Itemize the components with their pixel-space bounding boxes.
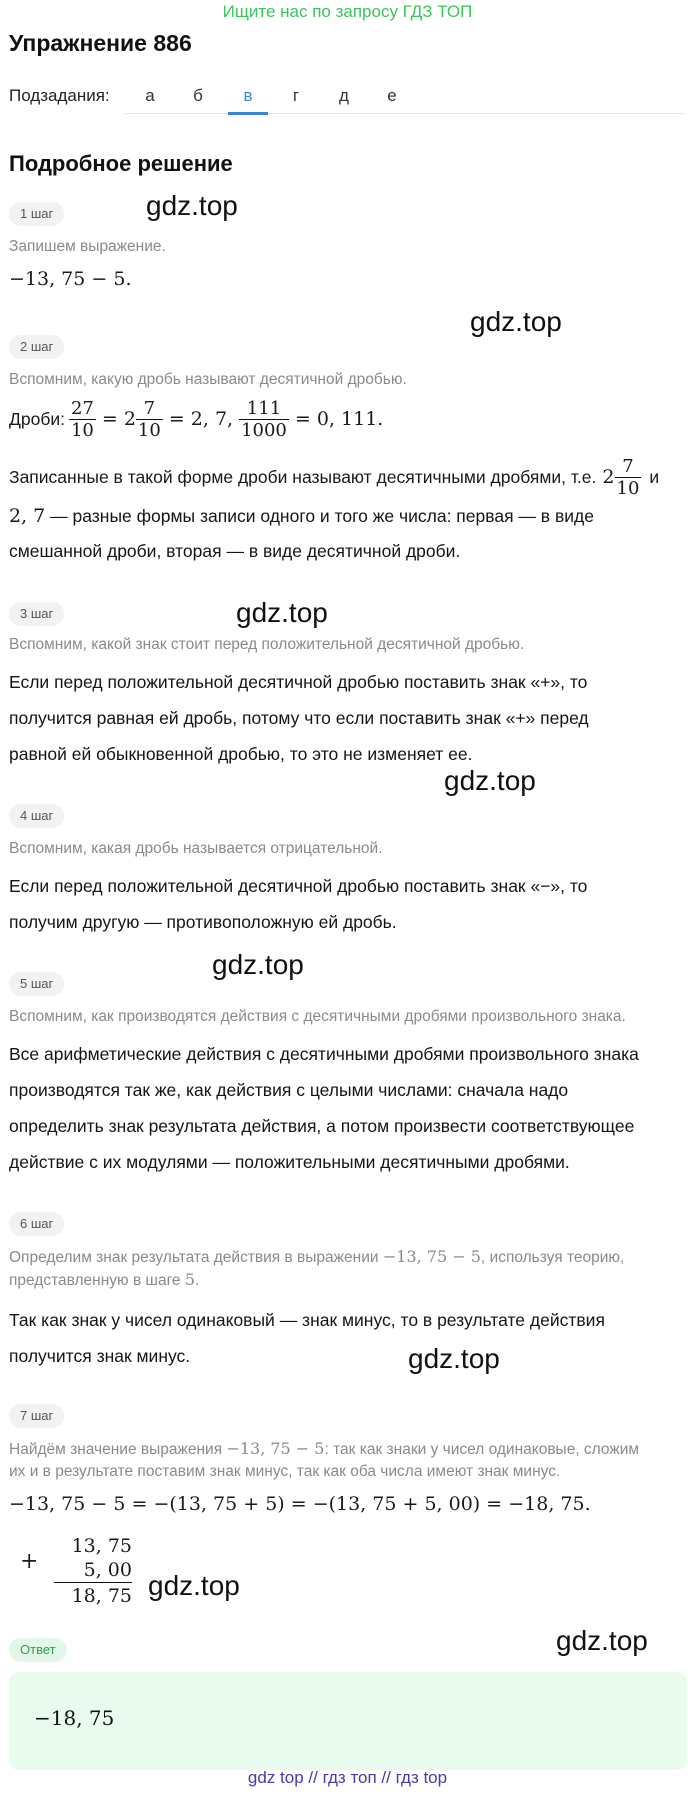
watermark: gdz.top bbox=[212, 949, 304, 980]
step-hint: Вспомним, какой знак стоит перед положительной десятичной дробью. bbox=[9, 636, 525, 653]
tab-a[interactable]: а bbox=[145, 86, 155, 105]
body-line bbox=[9, 498, 689, 534]
step-expression: −13, 75 − 5 = −(13, 75 + 5) = −(13, 75 + 5, 00) = −18, 75. bbox=[9, 1493, 591, 1515]
tab-b[interactable]: б bbox=[193, 86, 203, 105]
step-expression: −13, 75 − 5. bbox=[9, 268, 132, 290]
step-hint: Запишем выражение. bbox=[9, 238, 166, 255]
step-hint: Вспомним, как производятся действия с десятичными дробями произвольного знака. bbox=[9, 1008, 626, 1025]
body-line: получим другую — противоположную ей дробь. bbox=[9, 912, 397, 932]
body-line: получится равная ей дробь, потому что если поставить знак «+» перед bbox=[9, 708, 589, 728]
active-tab-indicator bbox=[228, 112, 268, 115]
tab-e[interactable]: е bbox=[387, 86, 397, 105]
step-hint: представленную в шаге 5. bbox=[9, 1270, 200, 1289]
watermark: gdz.top bbox=[146, 190, 238, 221]
answer-badge: Ответ bbox=[9, 1638, 67, 1662]
body-line: смешанной дроби, вторая — в виде десятичной дроби. bbox=[9, 541, 461, 561]
body-line: получится знак минус. bbox=[9, 1346, 191, 1366]
tab-v[interactable]: в bbox=[243, 86, 253, 105]
watermark: gdz.top bbox=[444, 765, 536, 796]
body-text: Записанные в такой форме дроби называют десятичными дробями, т.е. bbox=[9, 466, 597, 487]
sum-result: 18, 75 bbox=[71, 1585, 132, 1607]
step-hint: их и в результате поставим знак минус, так как оба числа имеют знак минус. bbox=[9, 1463, 561, 1480]
plus-sign: + bbox=[20, 1549, 39, 1574]
watermark: gdz.top bbox=[148, 1570, 240, 1601]
step-badge: 2 шаг bbox=[9, 335, 64, 359]
step-badge: 6 шаг bbox=[9, 1212, 64, 1236]
body-line: производятся так же, как действия с целыми числами: сначала надо bbox=[9, 1080, 569, 1100]
watermark: gdz.top bbox=[470, 306, 562, 337]
step-badge: 3 шаг bbox=[9, 602, 64, 626]
addend: 13, 75 bbox=[71, 1535, 132, 1557]
fractions-label: Дроби: bbox=[9, 408, 65, 429]
addend: 5, 00 bbox=[54, 1559, 132, 1583]
step-hint: Вспомним, какая дробь называется отрицательной. bbox=[9, 840, 383, 857]
math-inline: 2, 7 bbox=[9, 505, 46, 527]
page-title: Упражнение 886 bbox=[9, 30, 192, 56]
body-text: — разные формы записи одного и того же числа: первая — в виде bbox=[50, 506, 594, 526]
body-line: действие с их модулями — положительными десятичными дробями. bbox=[9, 1152, 570, 1172]
body-line: Если перед положительной десятичной дробью поставить знак «+», то bbox=[9, 672, 588, 692]
body-line bbox=[9, 452, 659, 502]
subtasks-label: Подзадания: bbox=[9, 86, 110, 105]
body-line: Если перед положительной десятичной дробью поставить знак «−», то bbox=[9, 876, 588, 896]
mixed-whole: 2 bbox=[123, 408, 136, 430]
footer-links[interactable]: gdz top // гдз топ // гдз top bbox=[247, 1768, 448, 1787]
step-badge: 7 шаг bbox=[9, 1404, 64, 1428]
decimal-equivalent: = 0, 111. bbox=[294, 408, 384, 430]
answer-value: −18, 75 bbox=[34, 1706, 115, 1730]
mixed-whole: 2 bbox=[602, 466, 615, 488]
step-badge: 4 шаг bbox=[9, 804, 64, 828]
fraction: $\frac{7}{10}$ bbox=[616, 455, 640, 499]
fraction: $\frac{7}{10}$ bbox=[137, 397, 161, 441]
body-text: и bbox=[649, 466, 660, 487]
decimal-equivalent: = 2, 7, bbox=[168, 408, 234, 430]
fractions-line bbox=[9, 393, 383, 445]
body-line: определить знак результата действия, а потом произвести соответствующее bbox=[9, 1116, 635, 1136]
watermark: gdz.top bbox=[236, 597, 328, 628]
search-promo-banner: Ищите нас по запросу ГДЗ ТОП bbox=[222, 2, 473, 21]
step-hint: Найдём значение выражения −13, 75 − 5: так как знаки у чисел одинаковые, сложим bbox=[9, 1439, 640, 1458]
body-line: Так как знак у чисел одинаковый — знак минус, то в результате действия bbox=[9, 1310, 605, 1330]
tab-d[interactable]: д bbox=[339, 86, 349, 105]
step-badge: 5 шаг bbox=[9, 972, 64, 996]
tab-g[interactable]: г bbox=[292, 86, 300, 105]
equals-sign: = bbox=[101, 408, 118, 430]
section-title: Подробное решение bbox=[9, 151, 233, 176]
tabs-divider bbox=[125, 113, 685, 114]
watermark: gdz.top bbox=[408, 1343, 500, 1374]
watermark: gdz.top bbox=[556, 1625, 648, 1656]
body-line: Все арифметические действия с десятичными дробями произвольного знака bbox=[9, 1044, 639, 1064]
fraction: $\frac{111}{1000}$ bbox=[241, 397, 287, 441]
step-hint: Вспомним, какую дробь называют десятичной дробью. bbox=[9, 371, 407, 388]
step-hint: Определим знак результата действия в выражении −13, 75 − 5, используя теорию, bbox=[9, 1247, 625, 1266]
fraction: $\frac{27}{10}$ bbox=[70, 397, 94, 441]
body-line: равной ей обыкновенной дробью, то это не изменяет ее. bbox=[9, 744, 473, 764]
step-badge: 1 шаг bbox=[9, 202, 64, 226]
